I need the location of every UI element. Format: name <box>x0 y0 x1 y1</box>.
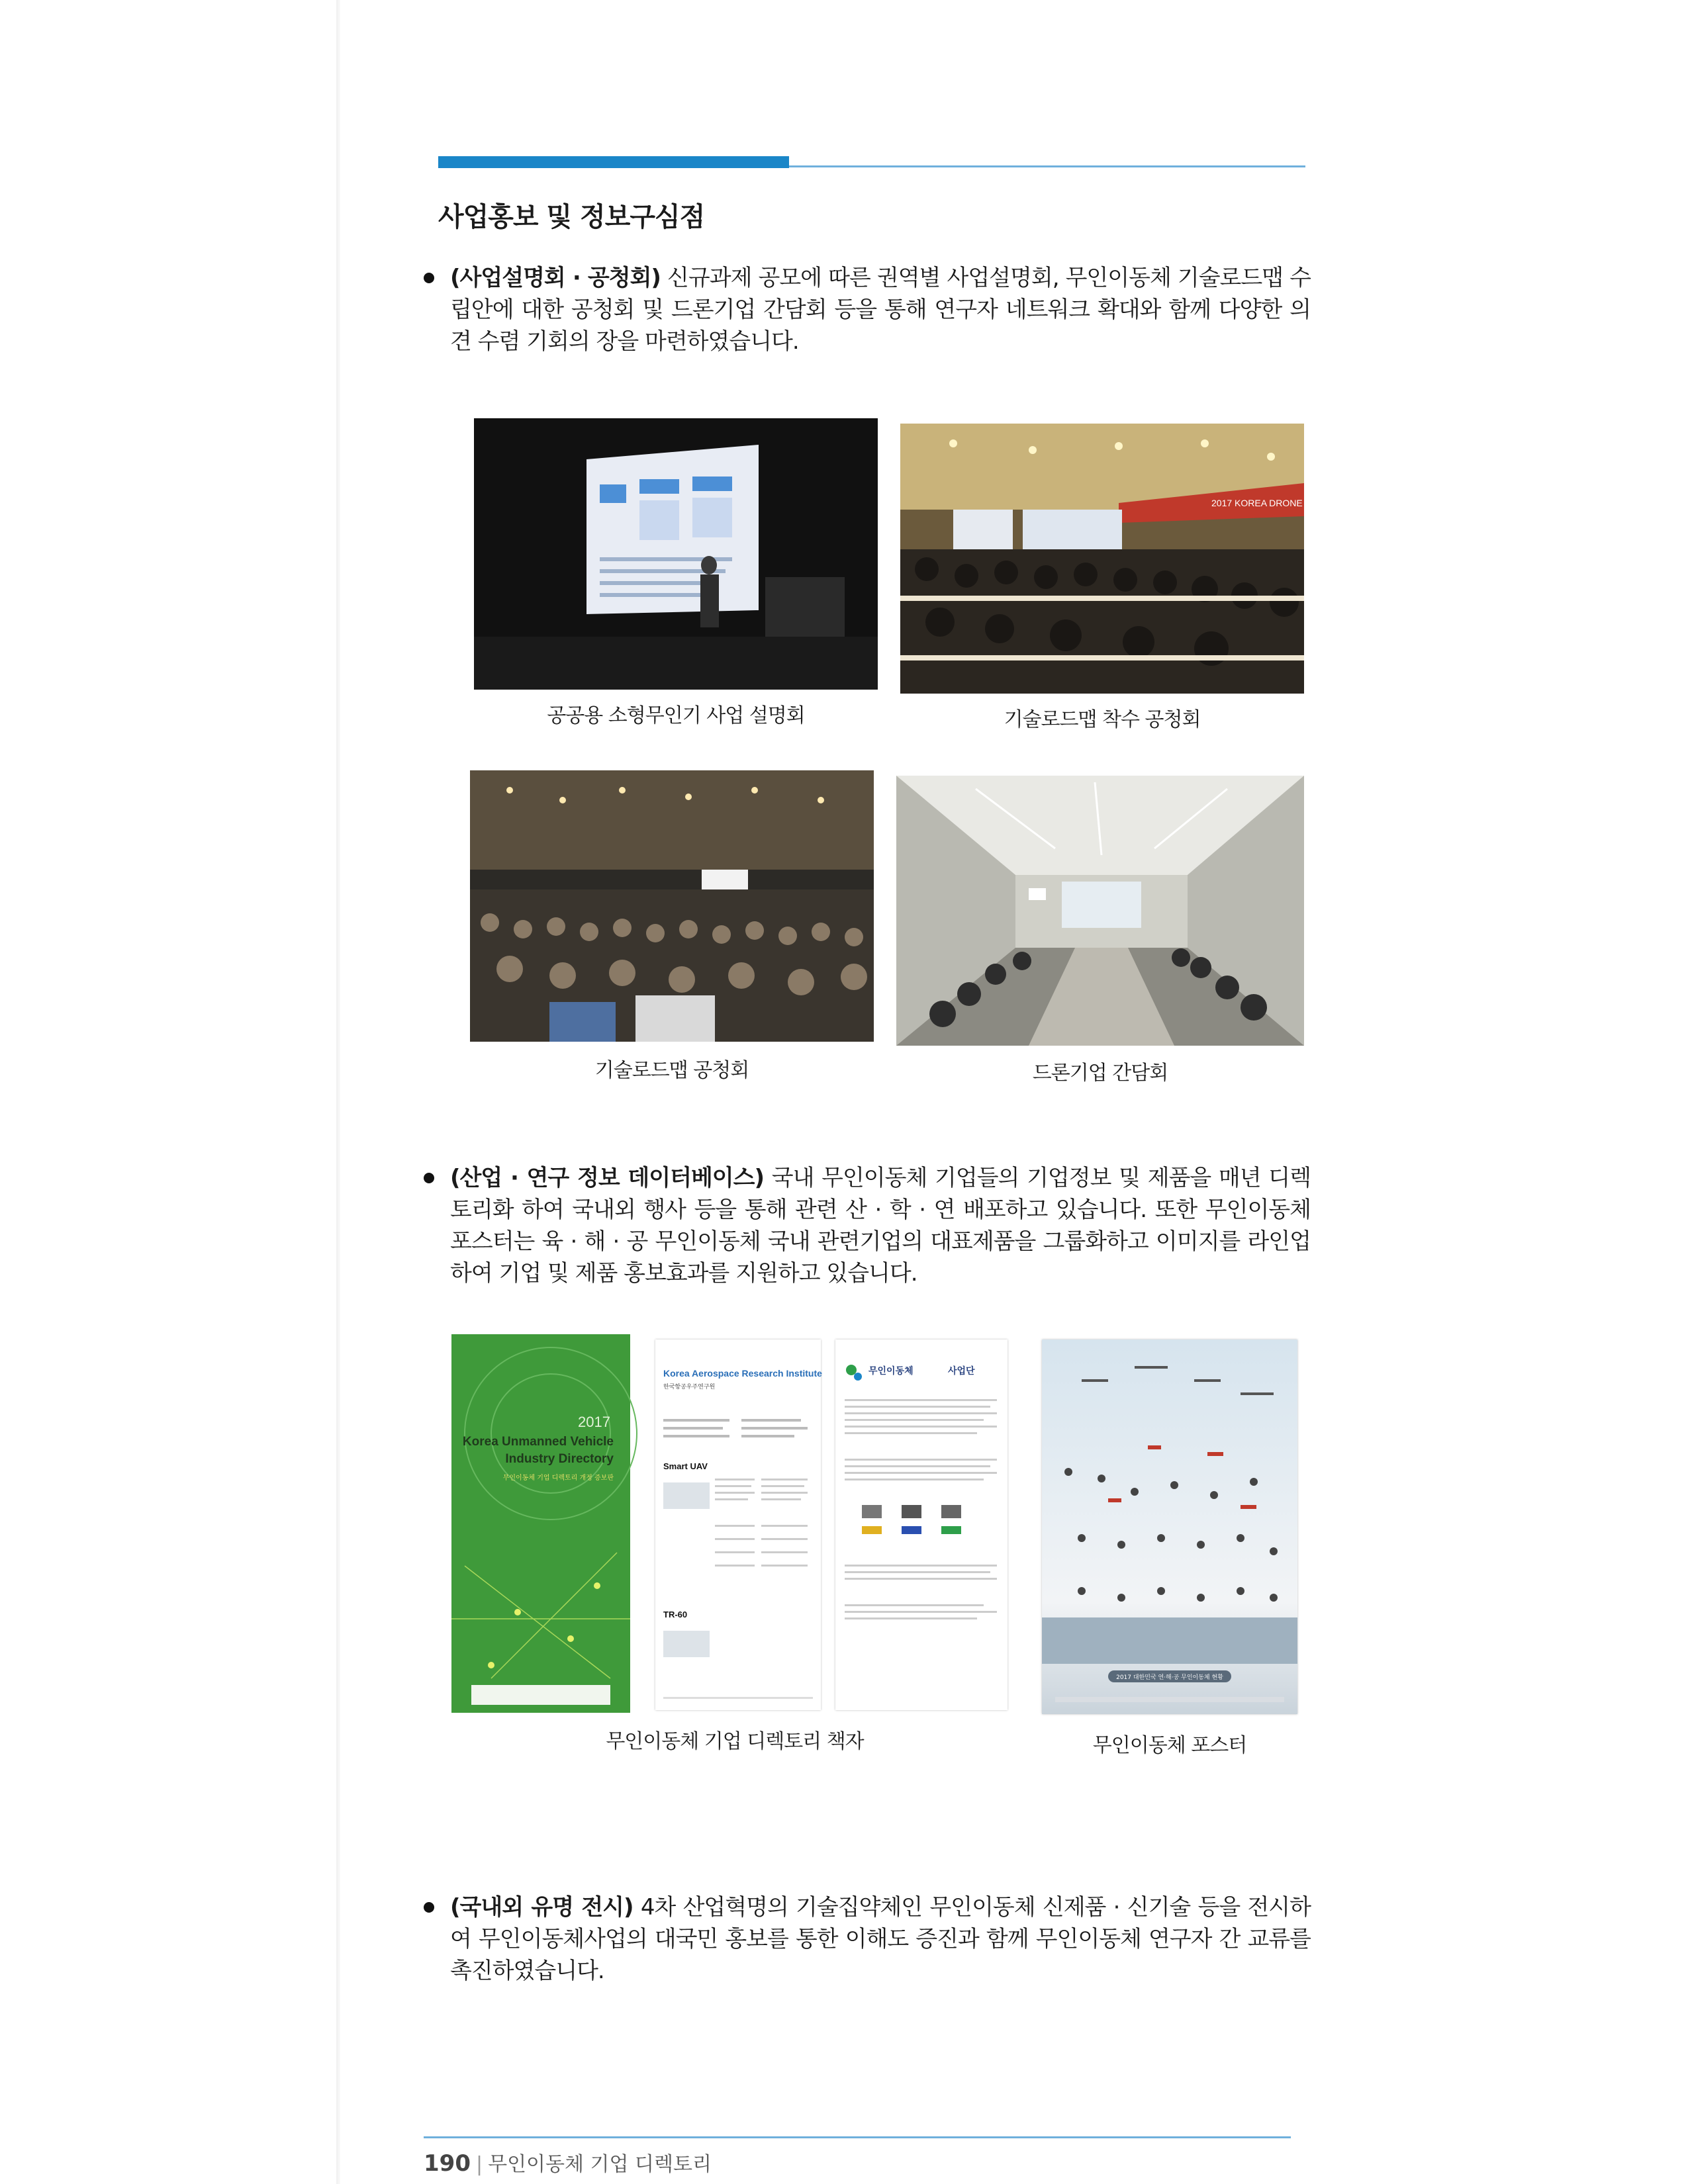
section-heading: 사업홍보 및 정보구심점 <box>438 202 705 232</box>
directory-year: 2017 <box>578 1414 610 1430</box>
photo-roadmap-kickoff <box>900 424 1326 694</box>
photo-caption: 기술로드맵 공청회 <box>594 1059 749 1082</box>
footer-rule <box>424 2136 1291 2138</box>
header-rule-thin <box>789 165 1305 167</box>
photo-caption: 무인이동체 기업 디렉토리 책자 <box>606 1730 864 1753</box>
photo-drone-company-meeting <box>896 776 1304 1046</box>
photo-caption: 기술로드맵 착수 공청회 <box>1004 708 1201 731</box>
poster-banner: 2017 대한민국 연·해·공 무인이동체 현황 <box>1116 1674 1223 1681</box>
directory-cover <box>451 1334 630 1713</box>
photo-roadmap-hearing <box>470 770 874 1042</box>
directory-title-line1: Korea Unmanned Vehicle <box>462 1435 614 1449</box>
paragraph-database <box>424 1162 1311 1289</box>
paragraph-body <box>450 1891 1311 1987</box>
footer-title: 무인이동체 기업 디렉토리 <box>488 2153 712 2176</box>
footer-separator: | <box>475 2153 483 2176</box>
paragraph-briefing <box>424 262 1311 357</box>
paragraph-lead: (사업설명회 · 공청회) <box>450 265 661 291</box>
photo-public-uav-briefing <box>474 418 878 690</box>
page2-header: 무인이동체 <box>868 1366 914 1377</box>
paragraph-body <box>450 262 1311 357</box>
paragraph-text: 국내 무인이동체 기업들의 기업정보 및 제품을 매년 디렉토리화 하여 국내외 행사 등을 통해 관련 산 · 학 · 연 배포하고 있습니다. 또한 무인이동체 포스터는 육 · 해 · 공 무인이동체 국내 관련기업의 대표제품을 그룹화하고 이미지를 라인업하여 기업 및 제품 홍보효과를 지원하고 있습니다. <box>450 1165 1311 1287</box>
unmanned-vehicle-poster <box>1042 1340 1297 1714</box>
paragraph-lead: (국내외 유명 전시) <box>450 1894 633 1921</box>
paragraph-body <box>450 1162 1311 1289</box>
page-number: 190 <box>424 2150 471 2177</box>
paragraph-text: 신규과제 공모에 따른 권역별 사업설명회, 무인이동체 기술로드맵 수립안에 대한 공청회 및 드론기업 간담회 등을 통해 연구자 네트워크 확대와 함께 다양한 의견 수렴 기회의 장을 마련하였습니다. <box>450 265 1311 355</box>
paragraph-exhibition <box>424 1891 1311 1987</box>
directory-page-kari <box>655 1340 821 1710</box>
page1-item2: TR-60 <box>663 1610 688 1619</box>
page-spine <box>336 0 340 2184</box>
photo-caption: 공공용 소형무인기 사업 설명회 <box>547 704 805 727</box>
bullet-icon <box>424 1902 434 1913</box>
photo-caption: 드론기업 간담회 <box>1032 1062 1168 1085</box>
page1-item1: Smart UAV <box>663 1461 708 1471</box>
banner-text: 2017 KOREA DRONE 2017 <box>1211 498 1326 508</box>
page1-header: Korea Aerospace Research Institute <box>663 1368 822 1379</box>
page-footer <box>424 2148 712 2177</box>
page2-header2: 사업단 <box>948 1366 975 1377</box>
directory-page-program <box>835 1340 1008 1710</box>
bullet-icon <box>424 273 434 283</box>
directory-title-line2: Industry Directory <box>505 1452 614 1466</box>
directory-subtitle: 무인이동체 기업 디렉토리 개정 증보판 <box>502 1475 614 1482</box>
header-rule-thick <box>438 156 789 168</box>
photo-caption: 무인이동체 포스터 <box>1092 1734 1247 1757</box>
bullet-icon <box>424 1173 434 1183</box>
paragraph-text: 4차 산업혁명의 기술집약체인 무인이동체 신제품 · 신기술 등을 전시하여 무인이동체사업의 대국민 홍보를 통한 이해도 증진과 함께 무인이동체 연구자 간 교류를 촉진하였습니다. <box>450 1894 1311 1984</box>
paragraph-lead: (산업 · 연구 정보 데이터베이스) <box>450 1165 765 1191</box>
page1-subheader: 한국항공우주연구원 <box>663 1384 716 1390</box>
